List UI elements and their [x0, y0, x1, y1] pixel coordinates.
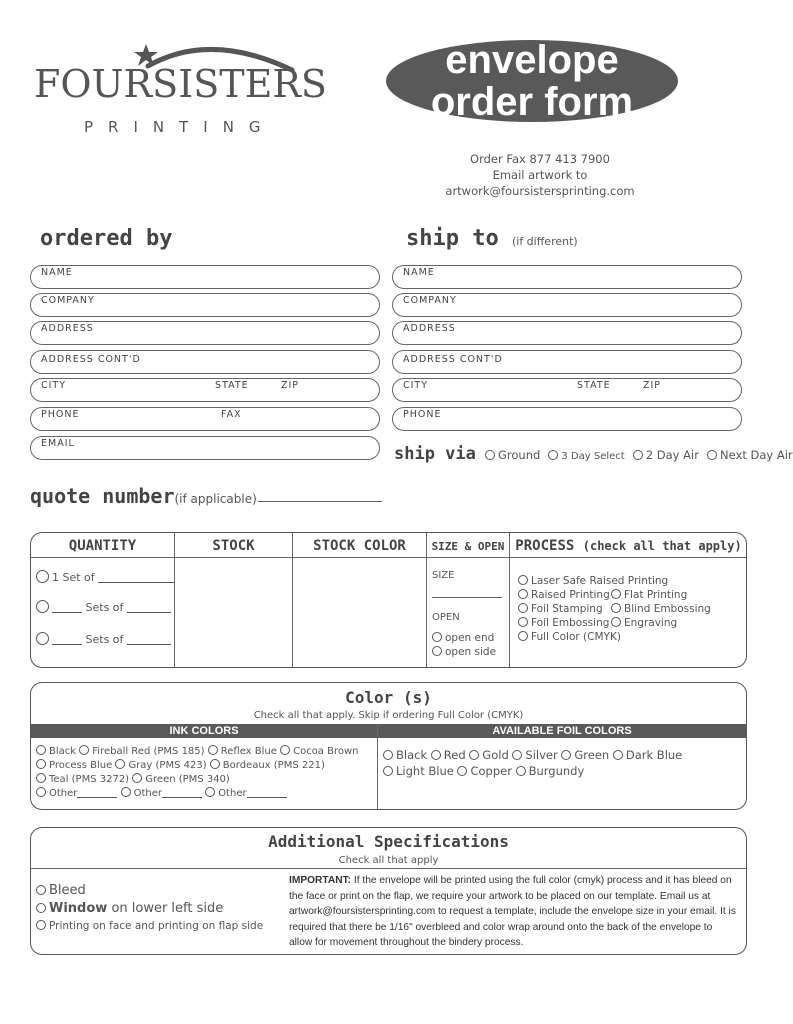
ship-phone-field[interactable]: PHONE [392, 407, 742, 431]
process-engraving[interactable]: Engraving [611, 617, 677, 629]
colors-note: Check all that apply. Skip if ordering Full Color (CMYK) [253, 710, 524, 721]
email-label: Email artwork to [492, 168, 588, 182]
process-full-color[interactable]: Full Color (CMYK) [518, 631, 621, 643]
qty-option-3[interactable]: Sets of [36, 632, 171, 646]
quantity-header: QUANTITY [68, 538, 137, 554]
ordered-by-heading: ordered by [40, 226, 173, 251]
ship-address2-field[interactable]: ADDRESS CONT'D [392, 350, 742, 374]
title-line-2: order form [430, 80, 634, 124]
ink-bordeaux[interactable]: Bordeaux (PMS 221) [210, 760, 325, 771]
bleed-option[interactable]: Bleed [36, 883, 86, 898]
process-blind-embossing[interactable]: Blind Embossing [611, 603, 711, 615]
title-line-1: envelope [445, 38, 619, 82]
foil-silver[interactable]: Silver [512, 748, 557, 762]
ink-process-blue[interactable]: Process Blue [36, 760, 112, 771]
foil-red[interactable]: Red [431, 748, 466, 762]
foil-copper[interactable]: Copper [457, 764, 511, 778]
size-open-header: SIZE & OPEN [431, 540, 505, 553]
ship-company-field[interactable]: COMPANY [392, 293, 742, 317]
stock-color-header: STOCK COLOR [313, 538, 406, 554]
ship-2day-option[interactable]: 2 Day Air [633, 448, 699, 462]
ink-black[interactable]: Black [36, 746, 76, 757]
email-address: artwork@foursistersprinting.com [445, 184, 635, 198]
ink-fireball-red[interactable]: Fireball Red (PMS 185) [79, 746, 204, 757]
ink-other-1[interactable]: Other [36, 788, 117, 799]
ship-name-field[interactable]: NAME [392, 265, 742, 289]
open-side-option[interactable]: open side [432, 646, 496, 658]
foil-green[interactable]: Green [561, 748, 609, 762]
ship-3day-option[interactable]: 3 Day Select [548, 451, 624, 462]
open-label: OPEN [432, 612, 460, 623]
ship-address-field[interactable]: ADDRESS [392, 321, 742, 345]
process-foil-embossing[interactable]: Foil Embossing [518, 617, 609, 629]
important-note: IMPORTANT: If the envelope will be printed using the full color (cmyk) process and it has bleed on the face or print on the flap, we require your artwork to be placed on our template. Email us at artwork@foursistersprinting.com to request a template, include the envelope size in your email. It is required that there be 1/16" overbleed and color wrap around onto the back of the envelope to allow for movement throughout the bindery process. [289, 875, 736, 949]
foil-burgundy[interactable]: Burgundy [516, 764, 585, 778]
ink-row-2 [36, 759, 325, 771]
logo-wordmark: FOURSISTERS [34, 62, 327, 106]
ship-ground-option[interactable]: Ground [485, 448, 540, 462]
ship-city-field[interactable]: CITY STATE ZIP [392, 378, 742, 402]
ink-row-4 [36, 787, 287, 799]
ship-nextday-option[interactable]: Next Day Air [707, 448, 793, 462]
logo-subtitle: PRINTING [84, 118, 276, 136]
ink-green[interactable]: Green (PMS 340) [132, 774, 230, 785]
ink-colors-header: INK COLORS [31, 724, 377, 738]
ink-gray[interactable]: Gray (PMS 423) [115, 760, 206, 771]
additional-note: Check all that apply [338, 855, 439, 866]
qty-option-1[interactable]: 1 Set of [36, 570, 174, 584]
foil-black[interactable]: Black [383, 748, 427, 762]
foil-gold[interactable]: Gold [469, 748, 508, 762]
additional-heading: Additional Specifications [268, 832, 509, 851]
process-header: PROCESS (check all that apply) [515, 538, 742, 554]
ship-via-row: ship via Ground 3 Day Select 2 Day Air Next Day Air [394, 444, 793, 464]
colors-heading: Color (s) [345, 688, 432, 707]
open-end-option[interactable]: open end [432, 632, 494, 644]
foil-row-1 [383, 748, 682, 762]
ink-other-3[interactable]: Other [205, 788, 286, 799]
ordered-name-field[interactable]: NAME [30, 265, 380, 289]
printing-option[interactable]: Printing on face and printing on flap side [36, 920, 263, 932]
ordered-company-field[interactable]: COMPANY [30, 293, 380, 317]
ink-other-2[interactable]: Other [121, 788, 202, 799]
ink-row-1 [36, 745, 359, 757]
ink-row-3 [36, 773, 230, 785]
foil-colors-header: AVAILABLE FOIL COLORS [378, 724, 746, 738]
size-label: SIZE [432, 570, 455, 581]
ordered-phone-field[interactable]: PHONE FAX [30, 407, 380, 431]
order-fax: Order Fax 877 413 7900 [470, 152, 610, 166]
stock-header: STOCK [212, 538, 255, 554]
foil-light-blue[interactable]: Light Blue [383, 764, 454, 778]
window-option[interactable]: Window on lower left side [36, 901, 223, 916]
process-foil-stamping[interactable]: Foil Stamping [518, 603, 603, 615]
process-raised[interactable]: Raised Printing [518, 589, 610, 601]
ordered-city-field[interactable]: CITY STATE ZIP [30, 378, 380, 402]
ship-to-heading: ship to (if different) [406, 226, 578, 251]
process-laser-safe[interactable]: Laser Safe Raised Printing [518, 575, 668, 587]
size-line[interactable] [432, 597, 502, 598]
quote-number-row: quote number(if applicable) [30, 484, 257, 508]
ink-cocoa-brown[interactable]: Cocoa Brown [280, 746, 358, 757]
ordered-address-field[interactable]: ADDRESS [30, 321, 380, 345]
ink-reflex-blue[interactable]: Reflex Blue [208, 746, 277, 757]
ordered-email-field[interactable]: EMAIL [30, 436, 380, 460]
process-flat[interactable]: Flat Printing [611, 589, 687, 601]
ink-teal[interactable]: Teal (PMS 3272) [36, 774, 129, 785]
qty-option-2[interactable]: Sets of [36, 600, 171, 614]
foil-row-2 [383, 764, 584, 778]
quote-number-line[interactable] [258, 501, 382, 502]
ordered-address2-field[interactable]: ADDRESS CONT'D [30, 350, 380, 374]
foil-dark-blue[interactable]: Dark Blue [613, 748, 682, 762]
